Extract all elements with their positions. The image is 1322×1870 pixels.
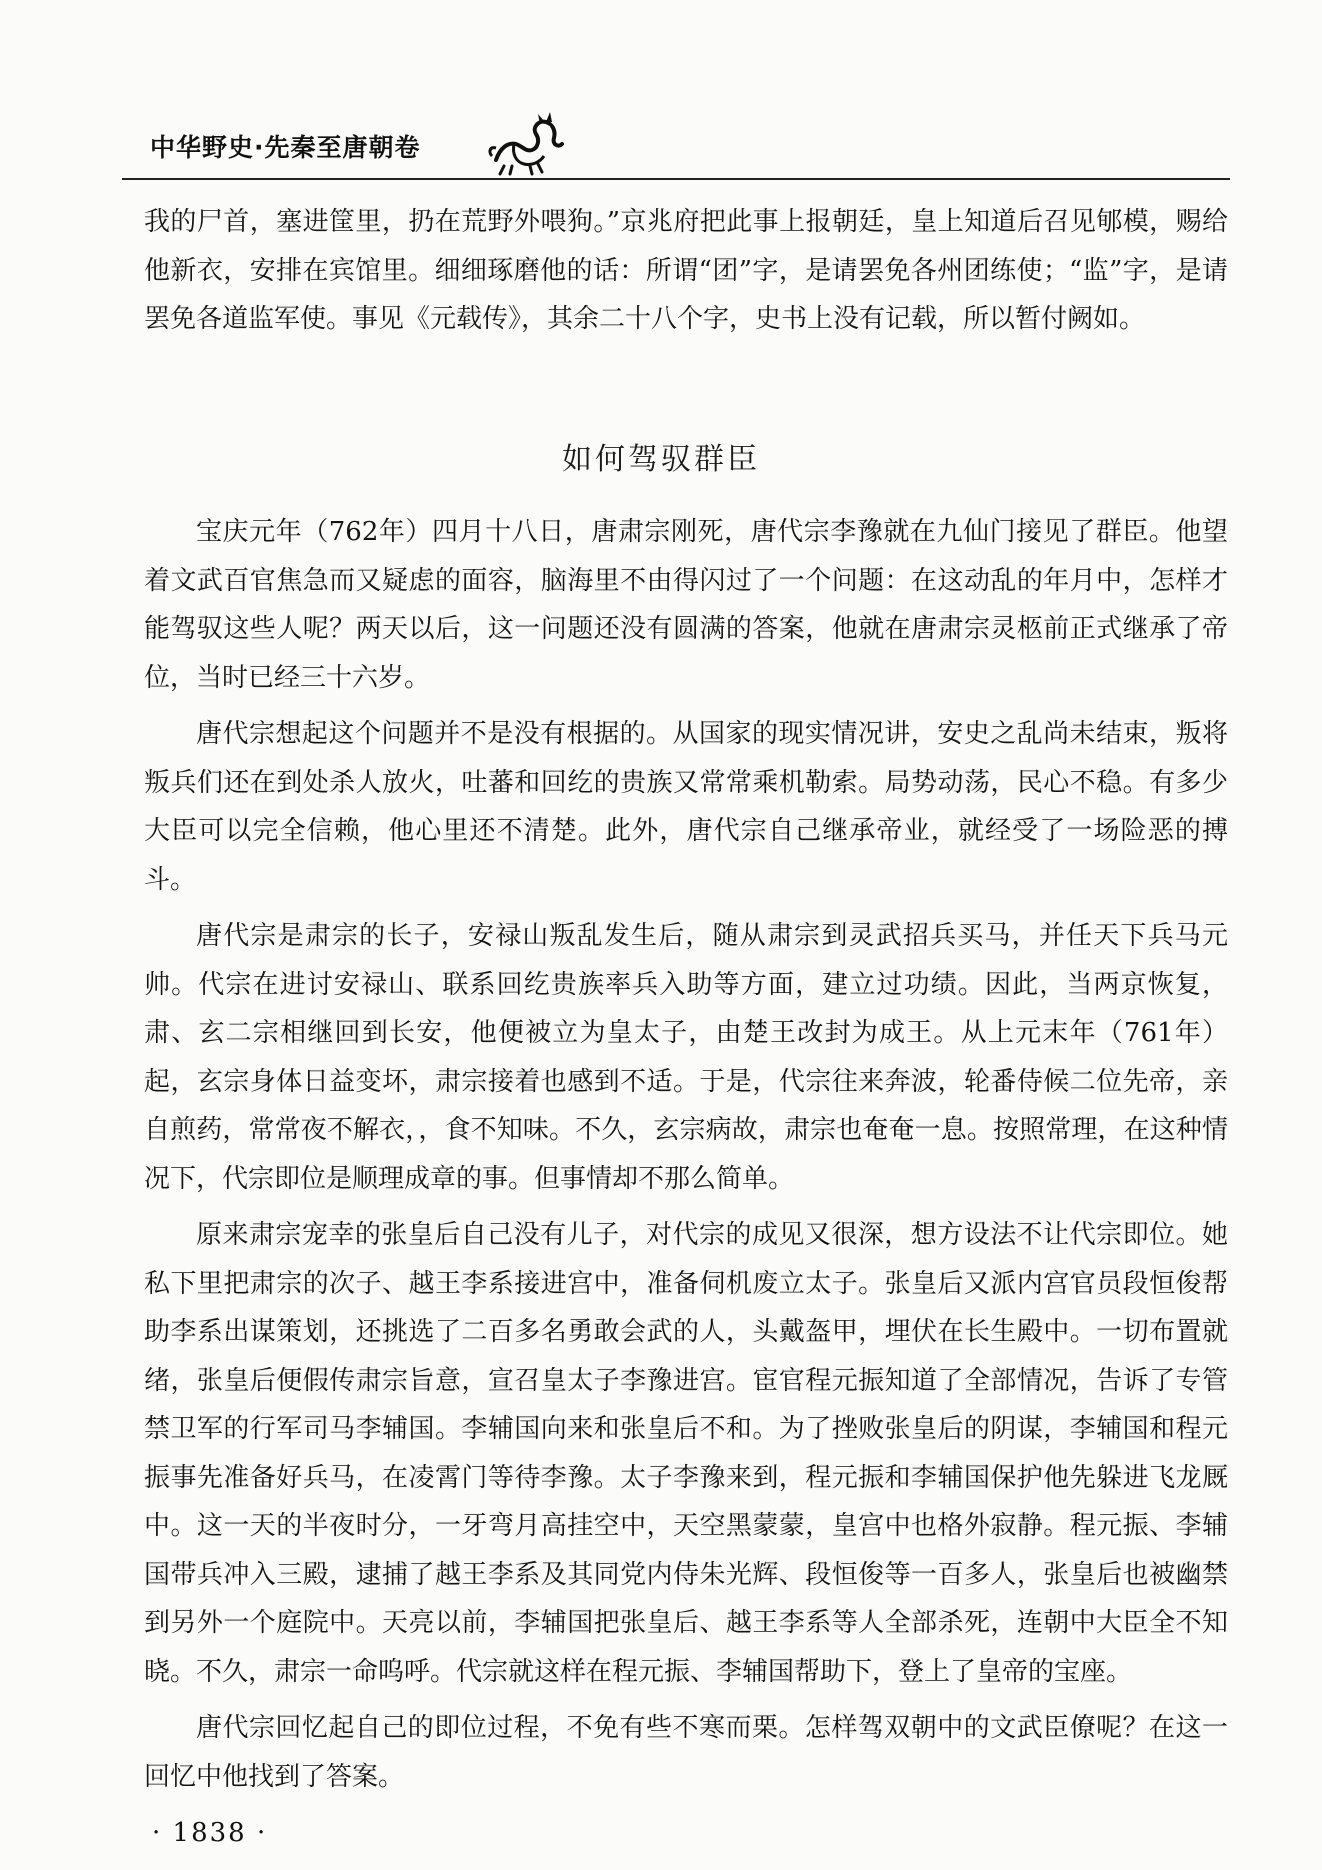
continuation-text: 我的尸首，塞进筐里，扔在荒野外喂狗。”京兆府把此事上报朝廷，皇上知道后召见郇模，赐给他新衣，安排在宾馆里。细细琢磨他的话：所谓“团”字，是请罢免各州团练使；“监”字，是请罢免各道监军使。事见《元载传》，其余二十八个字，史书上没有记载，所以暂付阙如。 [144, 207, 1228, 334]
dragon-emblem-icon [486, 108, 566, 178]
header-rule [122, 178, 1230, 180]
body-paragraph: 原来肃宗宠幸的张皇后自己没有儿子，对代宗的成见又很深，想方设法不让代宗即位。她私下里把肃宗的次子、越王李系接进宫中，准备伺机废立太子。张皇后又派内宫官员段恒俊帮助李系出谋策划，还挑选了二百多名勇敢会武的人，头戴盔甲，埋伏在长生殿中。一切布置就绪，张皇后便假传肃宗旨意，宣召皇太子李豫进宫。宦官程元振知道了全部情况，告诉了专管禁卫军的行军司马李辅国。李辅国向来和张皇后不和。为了挫败张皇后的阴谋，李辅国和程元振事先准备好兵马，在凌霄门等待李豫。太子李豫来到，程元振和李辅国保护他先躲进飞龙厩中。这一天的半夜时分，一牙弯月高挂空中，天空黑蒙蒙，皇宫中也格外寂静。程元振、李辅国带兵冲入三殿，逮捕了越王李系及其同党内侍朱光辉、段恒俊等一百多人，张皇后也被幽禁到另外一个庭院中。天亮以前，李辅国把张皇后、越王李系等人全部杀死，连朝中大臣全不知晓。不久，肃宗一命呜呼。代宗就这样在程元振、李辅国帮助下，登上了皇帝的宝座。 [144, 1220, 1228, 1687]
body-paragraph: 唐代宗想起这个问题并不是没有根据的。从国家的现实情况讲，安史之乱尚未结束，叛将叛兵们还在到处杀人放火，吐蕃和回纥的贵族又常常乘机勒索。局势动荡，民心不稳。有多少大臣可以完全信赖，他心里还不清楚。此外，唐代宗自己继承帝业，就经受了一场险恶的搏斗。 [144, 719, 1228, 895]
section-body [144, 508, 1228, 1809]
running-title: 中华野史·先秦至唐朝卷 [150, 133, 421, 162]
body-paragraph: 宝庆元年（762年）四月十八日，唐肃宗刚死，唐代宗李豫就在九仙门接见了群臣。他望着文武百官焦急而又疑虑的面容，脑海里不由得闪过了一个问题：在这动乱的年月中，怎样才能驾驭这些人呢？两天以后，这一问题还没有圆满的答案，他就在唐肃宗灵柩前正式继承了帝位，当时已经三十六岁。 [144, 517, 1228, 693]
page-number: · 1838 · [152, 1818, 268, 1848]
body-paragraph: 唐代宗是肃宗的长子，安禄山叛乱发生后，随从肃宗到灵武招兵买马，并任天下兵马元帅。代宗在进讨安禄山、联系回纥贵族率兵入助等方面，建立过功绩。因此，当两京恢复，肃、玄二宗相继回到长安，他便被立为皇太子，由楚王改封为成王。从上元末年（761年）起，玄宗身体日益变坏，肃宗接着也感到不适。于是，代宗往来奔波，轮番侍候二位先帝，亲自煎药，常常夜不解衣，，食不知味。不久，玄宗病故，肃宗也奄奄一息。按照常理，在这种情况下，代宗即位是顺理成章的事。但事情却不那么简单。 [144, 921, 1228, 1194]
continuation-paragraph [144, 198, 1228, 344]
section-title: 如何驾驭群臣 [562, 442, 760, 477]
body-paragraph: 唐代宗回忆起自己的即位过程，不免有些不寒而栗。怎样驾双朝中的文武臣僚呢？在这一回忆中他找到了答案。 [144, 1713, 1228, 1792]
